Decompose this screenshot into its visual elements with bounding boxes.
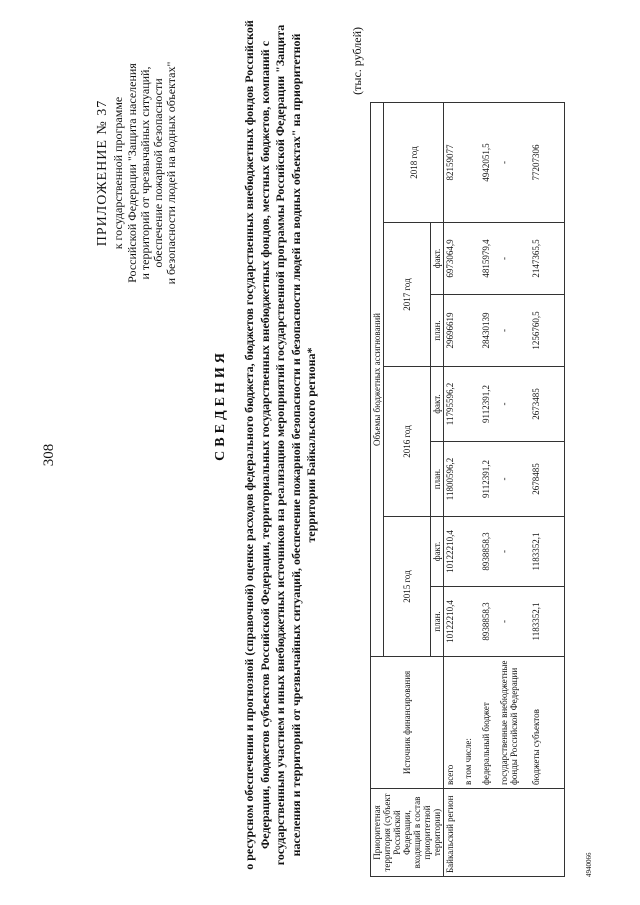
appendix-title: ПРИЛОЖЕНИЕ № 37 <box>95 99 110 247</box>
source-cell <box>444 657 565 789</box>
value-cell: 1183352,1 <box>531 532 541 571</box>
value-cell: 6973064,9 <box>445 239 455 278</box>
appendix-line: и безопасности людей на водных объектах" <box>164 61 179 285</box>
value-cell: 11795596,2 <box>445 382 455 426</box>
document-description: о ресурсном обеспечении и прогнозной (справочной) оценке расходов федерального бюджета, бюджетов государственных внебюджетных фондов Российской Федерации, бюджетов субъектов Российской Федерации, территориальных государственных внебюджетных фондов, местных бюджетов, компаний с государственным участием и иных внебюджетных источников на реализацию мероприятий государственной программы Российской Федерации "Защита населения и территорий от чрезвычайных ситуаций, обеспечение пожарной безопасности и безопасности людей на водных объектах" на приоритетной территории Байкальского региона* <box>242 20 319 870</box>
header-territory: Приоритетная территория (субъект Российской Федерации, входящий в состав приоритетной территории) <box>371 789 444 877</box>
value-cell: - <box>499 402 509 406</box>
header-year: 2018 год <box>384 103 444 223</box>
value-cell <box>463 590 481 653</box>
value-cell: 11800596,2 <box>445 457 455 501</box>
header-year: 2016 год <box>384 367 431 517</box>
header-source: Источник финансирования <box>371 657 444 789</box>
source-label: всего <box>445 764 455 785</box>
value-cell <box>463 226 481 291</box>
footer-code: 4940066 <box>585 852 593 877</box>
value-cell <box>463 445 481 513</box>
value-cell: 10122210,4 <box>445 600 455 643</box>
value-cell: - <box>499 477 509 481</box>
header-volumes: Объемы бюджетных ассигнований <box>371 103 384 657</box>
header-year: 2017 год <box>384 223 431 367</box>
value-column <box>444 517 565 587</box>
header-plan: план. <box>431 295 444 367</box>
value-cell: - <box>499 329 509 332</box>
value-column <box>444 367 565 442</box>
value-cell: 9112391,2 <box>481 460 491 498</box>
appendix-line: Российской Федерации "Защита населения <box>124 63 139 283</box>
source-label: государственные внебюджетные фонды Российской Федерации <box>499 660 519 785</box>
value-cell: 4942051,5 <box>481 143 491 182</box>
header-fact: факт. <box>431 517 444 587</box>
value-cell: 9112391,2 <box>481 385 491 423</box>
table-row <box>444 103 565 877</box>
value-column <box>444 587 565 657</box>
value-column <box>444 223 565 295</box>
value-cell <box>463 106 481 219</box>
appendix-block <box>95 23 178 323</box>
appendix-line: и территорий от чрезвычайных ситуаций, <box>137 66 152 280</box>
appendix-line: к государственной программе <box>111 96 126 250</box>
header-fact: факт. <box>431 223 444 295</box>
source-label: федеральный бюджет <box>481 702 491 785</box>
appendix-line: обеспечение пожарной безопасности <box>150 78 165 268</box>
value-cell: 2673485 <box>531 388 541 420</box>
page-number: 308 <box>41 443 57 467</box>
value-column <box>444 442 565 517</box>
value-cell: 8938858,3 <box>481 532 491 571</box>
region-cell: Байкальский регион <box>444 789 565 877</box>
value-cell: 4815979,4 <box>481 239 491 278</box>
header-row <box>371 103 384 877</box>
value-cell <box>463 370 481 438</box>
value-cell: 2147365,5 <box>531 239 541 278</box>
value-cell: 82159077 <box>445 144 455 181</box>
source-label: в том числе: <box>463 738 473 785</box>
value-cell: 10122210,4 <box>445 530 455 573</box>
value-cell: 2678485 <box>531 463 541 495</box>
header-plan: план. <box>431 442 444 517</box>
source-label: бюджеты субъектов <box>531 709 541 785</box>
value-cell: - <box>499 550 509 553</box>
value-cell: 1183352,1 <box>531 602 541 641</box>
header-plan: план. <box>431 587 444 657</box>
value-cell: 28430139 <box>481 312 491 349</box>
value-cell: - <box>499 161 509 164</box>
value-cell: - <box>499 257 509 260</box>
value-cell: 1256760,5 <box>531 311 541 350</box>
header-fact: факт. <box>431 367 444 442</box>
document-heading: СВЕДЕНИЯ <box>213 349 228 461</box>
value-cell: - <box>499 620 509 623</box>
value-cell: 29696619 <box>445 312 455 349</box>
value-column <box>444 103 565 223</box>
value-cell <box>463 298 481 363</box>
budget-table <box>370 102 565 877</box>
header-year: 2015 год <box>384 517 431 657</box>
value-column <box>444 295 565 367</box>
value-cell: 8938858,3 <box>481 602 491 641</box>
value-cell: 77207306 <box>531 144 541 181</box>
value-cell <box>463 520 481 583</box>
units-label: (тыс. рублей) <box>350 27 364 95</box>
